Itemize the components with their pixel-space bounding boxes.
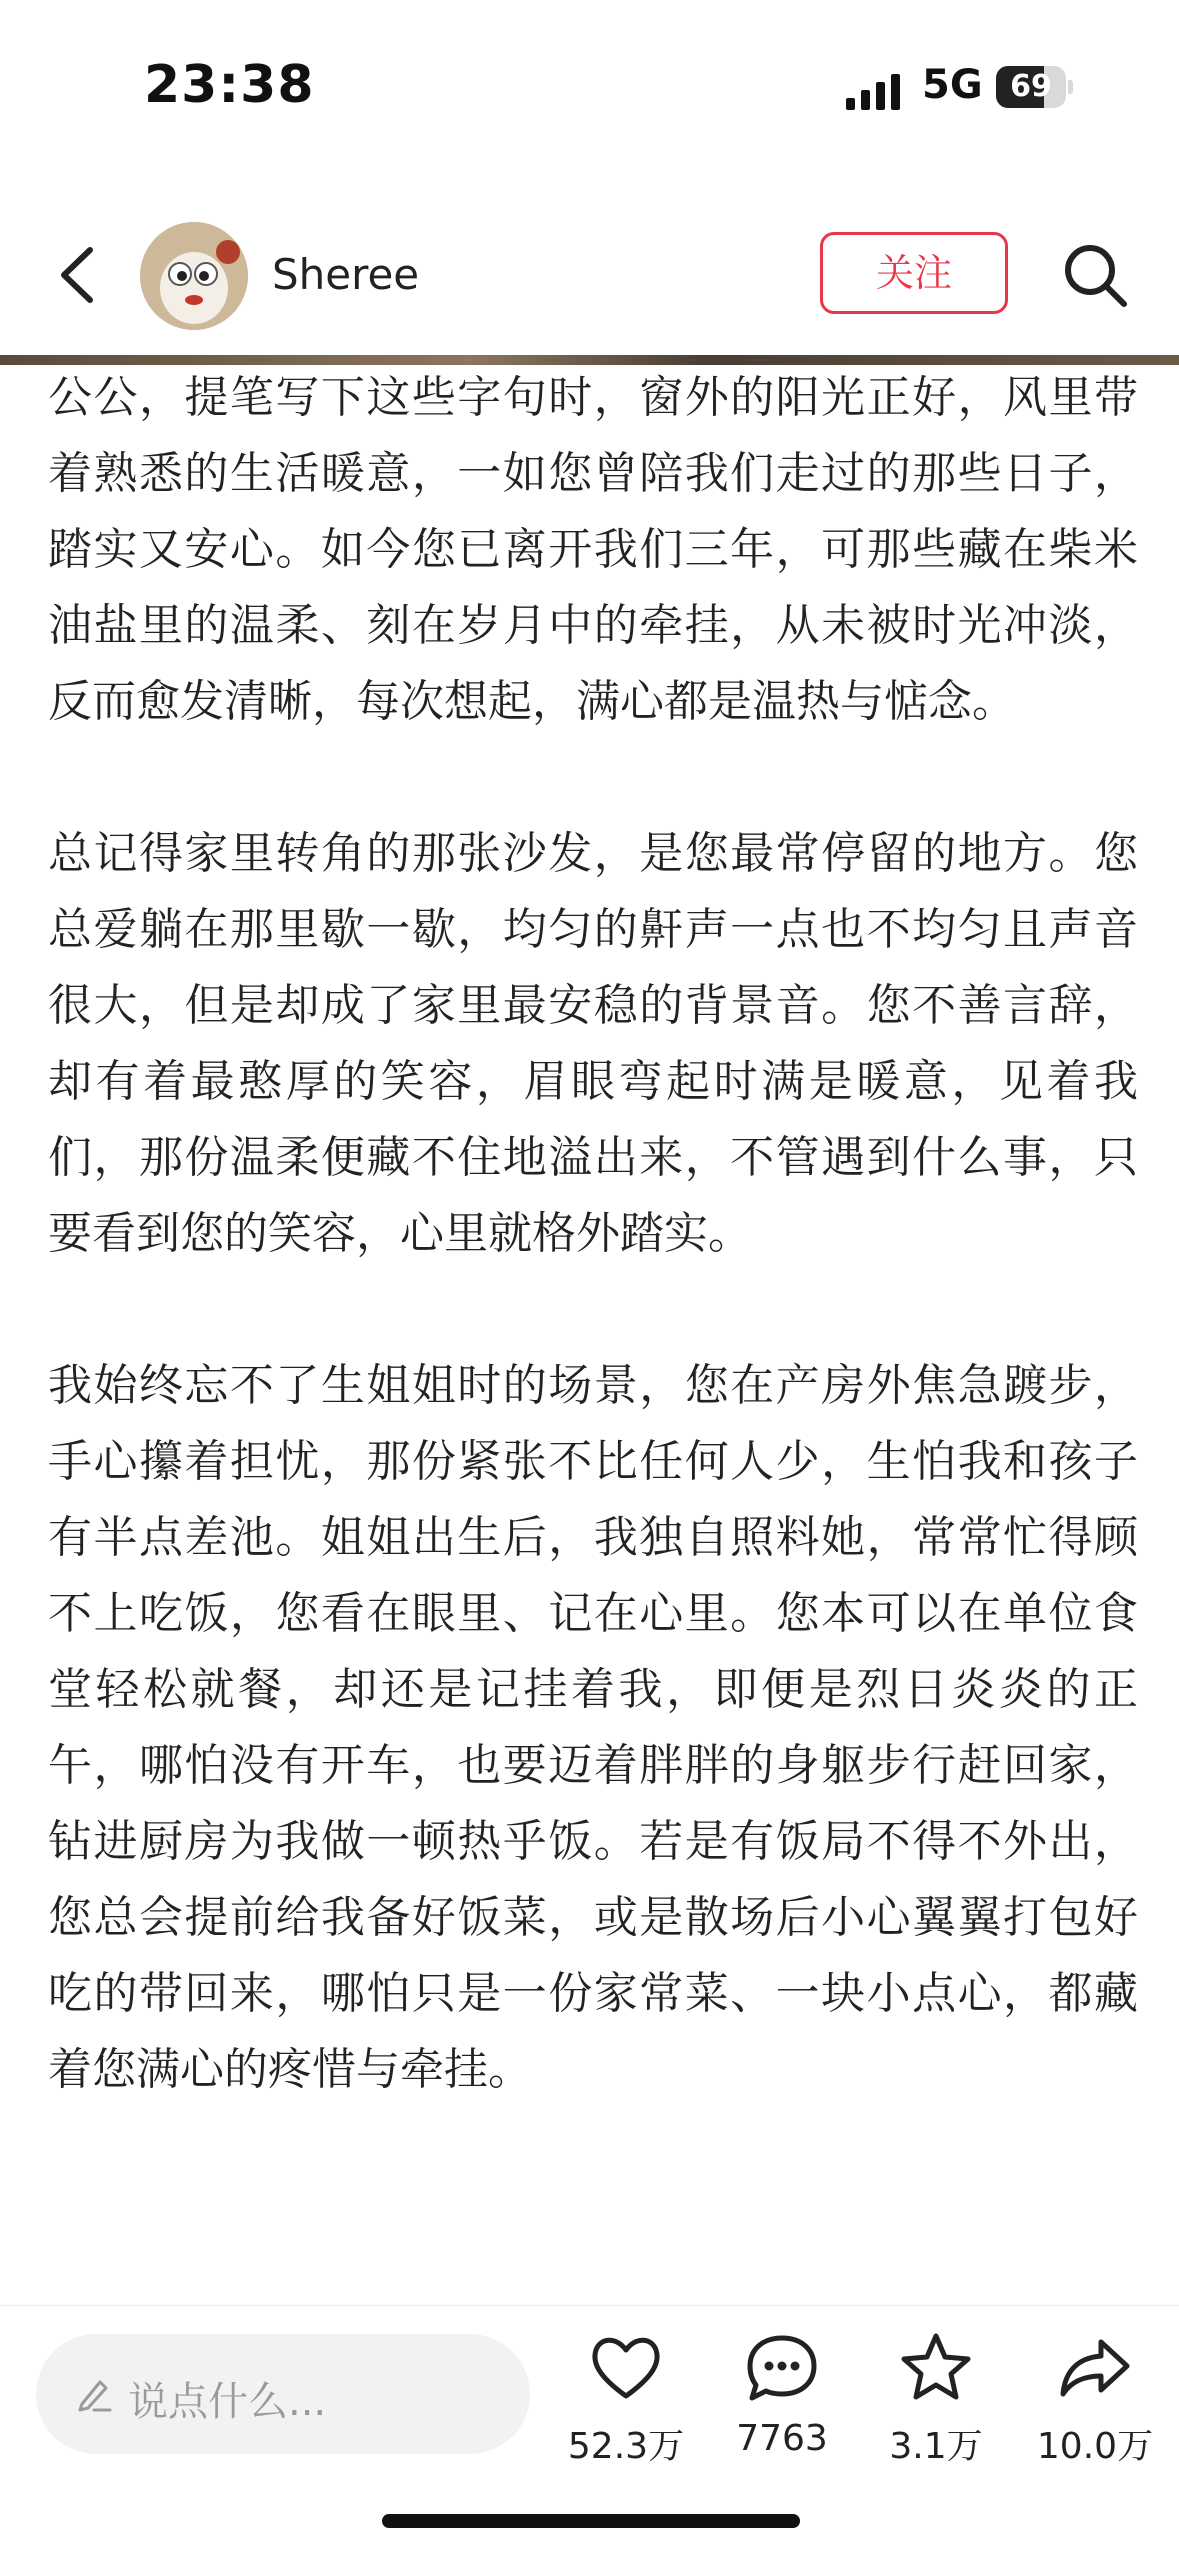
paragraph: 总记得家里转角的那张沙发，是您最常停留的地方。您总爱躺在那里歇一歇，均匀的鼾声一点也不均匀且声音很大，但是却成了家里最安稳的背景音。您不善言辞，却有着最憨厚的笑容，眉眼弯起时满是暖意，见着我们，那份温柔便藏不住地溢出来，不管遇到什么事，只要看到您的笑容，心里就格外踏实。	[48, 828, 1138, 1259]
chevron-left-icon[interactable]	[50, 240, 110, 310]
like-count: 52.3万	[567, 2426, 685, 2467]
post-body[interactable]	[48, 360, 1138, 2310]
share-arrow-icon	[1055, 2328, 1135, 2408]
heart-icon	[586, 2328, 666, 2408]
share-count: 10.0万	[1036, 2426, 1154, 2467]
chat-bubble-icon	[742, 2328, 822, 2408]
network-type: 5G	[922, 62, 983, 108]
home-indicator[interactable]	[382, 2514, 800, 2528]
star-icon	[896, 2328, 976, 2408]
post-header	[0, 200, 1179, 355]
status-time: 23:38	[144, 55, 315, 115]
comment-placeholder: 说点什么...	[128, 2379, 327, 2425]
author-name[interactable]: Sheree	[272, 250, 420, 299]
signal-icon	[846, 70, 904, 110]
paragraph: 公公，提笔写下这些字句时，窗外的阳光正好，风里带着熟悉的生活暖意，一如您曾陪我们走过的那些日子，踏实又安心。如今您已离开我们三年，可那些藏在柴米油盐里的温柔、刻在岁月中的牵挂，从未被时光冲淡，反而愈发清晰，每次想起，满心都是温热与惦念。	[48, 372, 1138, 727]
like-button[interactable]	[566, 2328, 686, 2469]
search-icon[interactable]	[1060, 240, 1130, 310]
status-bar	[0, 0, 1179, 180]
follow-button[interactable]: 关注	[820, 232, 1008, 314]
favorite-button[interactable]	[876, 2328, 996, 2469]
favorite-count: 3.1万	[889, 2426, 983, 2467]
comment-input[interactable]	[36, 2334, 530, 2454]
pen-icon	[74, 2374, 114, 2414]
avatar[interactable]	[140, 222, 248, 330]
battery-percent: 69	[1010, 69, 1052, 104]
comment-button[interactable]	[722, 2328, 842, 2459]
comment-count: 7763	[736, 2418, 828, 2459]
battery-icon	[996, 66, 1066, 108]
share-button[interactable]	[1035, 2328, 1155, 2469]
paragraph: 我始终忘不了生姐姐时的场景，您在产房外焦急踱步，手心攥着担忧，那份紧张不比任何人少，生怕我和孩子有半点差池。姐姐出生后，我独自照料她，常常忙得顾不上吃饭，您看在眼里、记在心里。您本可以在单位食堂轻松就餐，却还是记挂着我，即便是烈日炎炎的正午，哪怕没有开车，也要迈着胖胖的身躯步行赶回家，钻进厨房为我做一顿热乎饭。若是有饭局不得不外出，您总会提前给我备好饭菜，或是散场后小心翼翼打包好吃的带回来，哪怕只是一份家常菜、一块小点心，都藏着您满心的疼惜与牵挂。	[48, 1360, 1138, 2095]
